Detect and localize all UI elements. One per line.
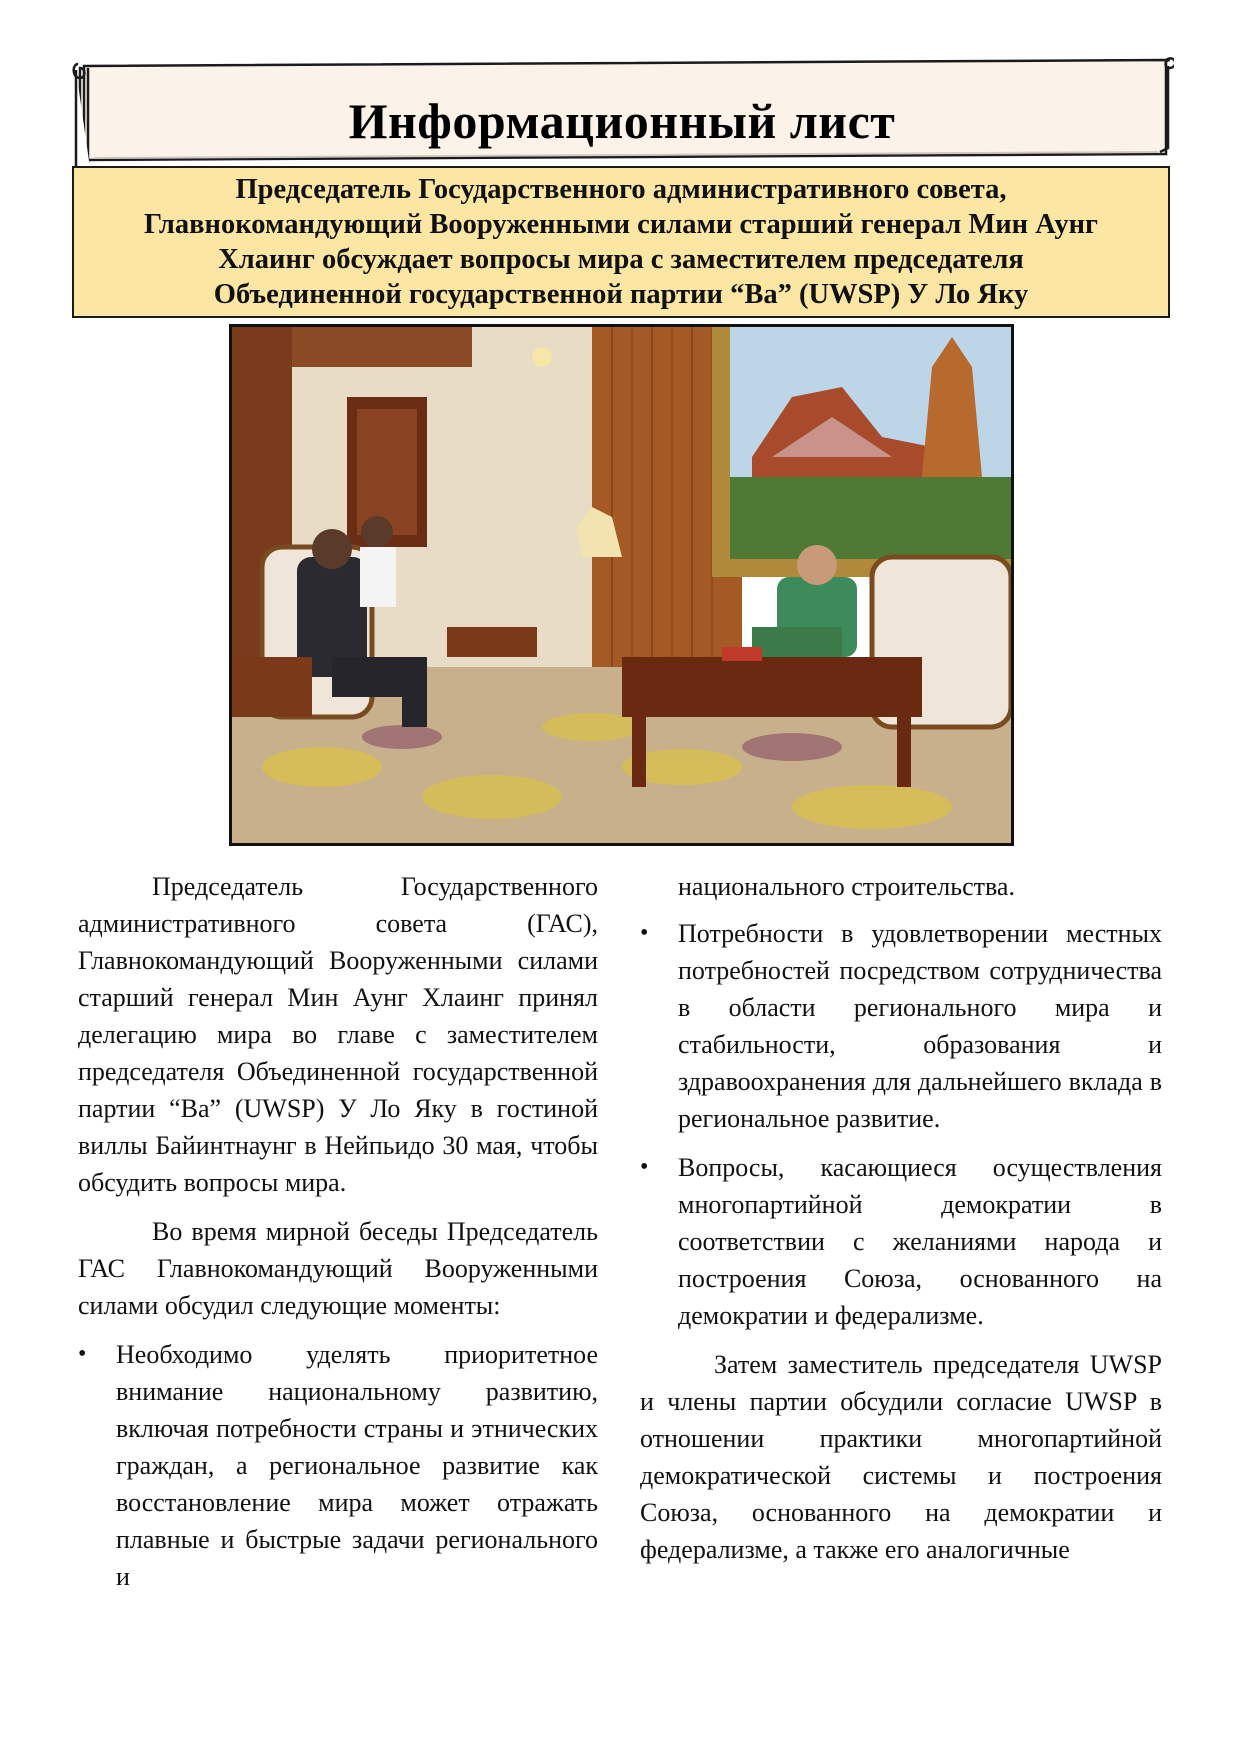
header-banner — [70, 56, 1174, 174]
bullet-icon: • — [640, 920, 649, 946]
list-item — [640, 915, 1162, 1137]
body-column-left — [78, 868, 598, 1607]
list-item — [78, 1336, 598, 1595]
headline-line: Председатель Государственного административного совета, — [235, 174, 1007, 205]
body-column-right — [640, 868, 1162, 1580]
bullet-icon: • — [78, 1341, 87, 1367]
list-item-text: Вопросы, касающиеся осуществления многопартийной демократии в соответствии с желаниями народа и построения Союза, основанного на демократии и федерализме. — [678, 1153, 1162, 1330]
meeting-photo-icon — [232, 327, 1011, 843]
headline-line: Главнокомандующий Вооруженными силами старший генерал Мин Аунг — [144, 209, 1098, 240]
page-title: Информационный лист — [348, 93, 896, 149]
list-item-text: Потребности в удовлетворении местных потребностей посредством сотрудничества в области регионального мира и стабильности, образования и здравоохранения для дальнейшего вклада в региональное развитие. — [678, 919, 1162, 1133]
list-item-continuation: национального строительства. — [678, 872, 1015, 901]
meeting-photo — [229, 324, 1014, 846]
headline-box — [72, 166, 1170, 318]
bullet-icon: • — [640, 1154, 649, 1180]
list-item — [640, 1149, 1162, 1334]
list-item-text: Необходимо уделять приоритетное внимание национальному развитию, включая потребности страны и этнических граждан, а региональное развитие как восстановление мира может отражать плавные и быстрые задачи регионального и — [116, 1340, 598, 1591]
headline-line: Объединенной государственной партии “Ва” (UWSP) У Ло Яку — [213, 279, 1029, 310]
paragraph: Затем заместитель председателя UWSP и члены партии обсудили согласие UWSP в отношении практики многопартийной демократической системы и построения Союза, основанного на демократии и федерализме, а также его аналогичные — [640, 1350, 1162, 1564]
paragraph: Председатель Государственного административного совета (ГАС), Главнокомандующий Вооруженными силами старший генерал Мин Аунг Хлаинг принял делегацию мира во главе с заместителем председателя Объединенной государственной партии “Ва” (UWSP) У Ло Яку в гостиной виллы Байинтнаунг в Нейпьидо 30 мая, чтобы обсудить вопросы мира. — [78, 872, 598, 1197]
headline-line: Хлаинг обсуждает вопросы мира с заместителем председателя — [218, 244, 1024, 275]
paragraph: Во время мирной беседы Председатель ГАС Главнокомандующий Вооруженными силами обсудил следующие моменты: — [78, 1217, 598, 1320]
